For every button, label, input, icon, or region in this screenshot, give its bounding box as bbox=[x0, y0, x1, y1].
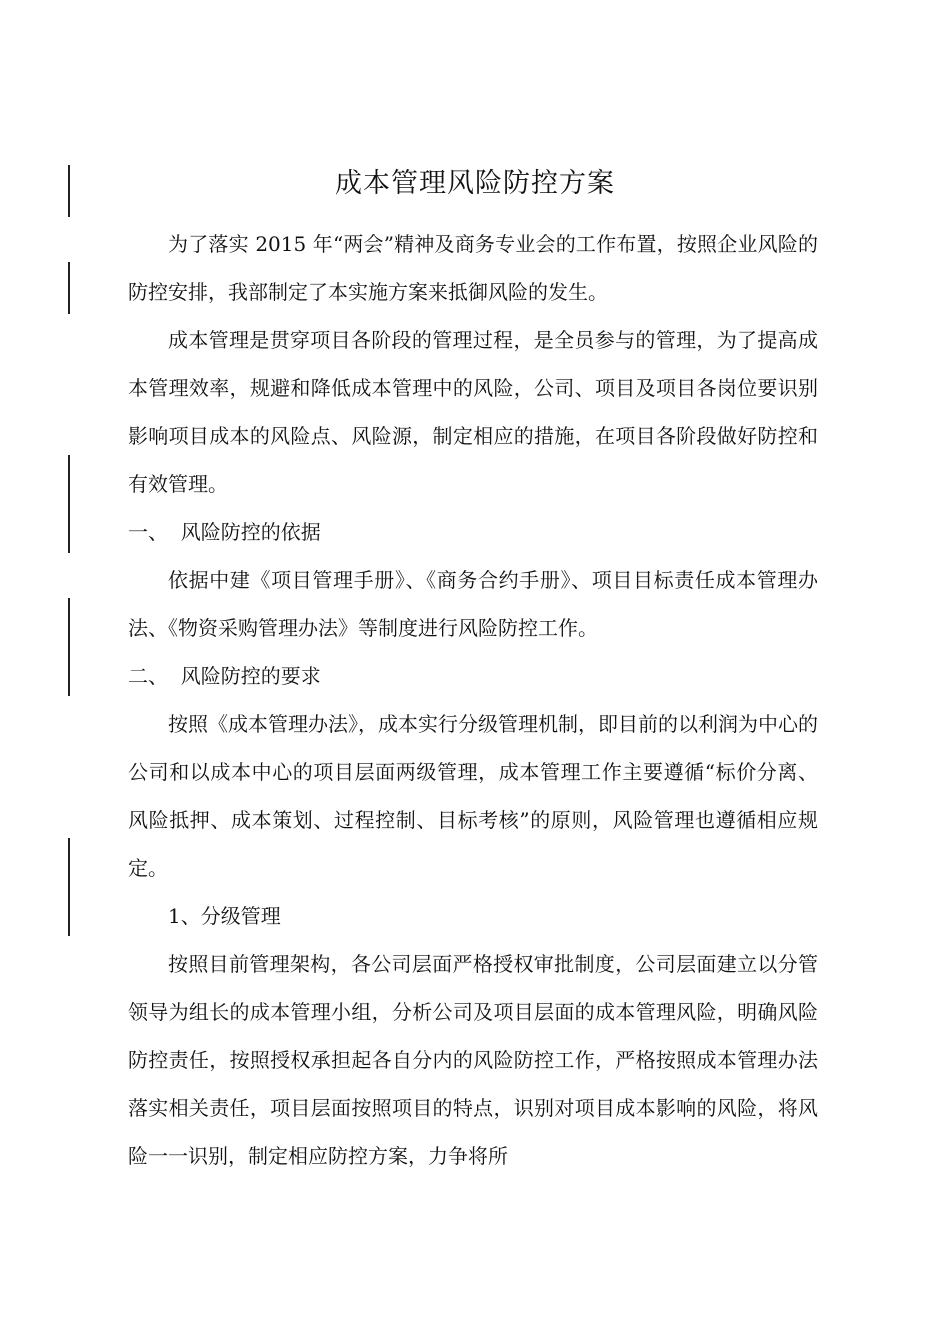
margin-mark bbox=[68, 838, 70, 936]
section-requirements-paragraph: 按照《成本管理办法》，成本实行分级管理机制，即目前的以利润为中心的公司和以成本中心的项目层面两级管理，成本管理工作主要遵循“标价分离、风险抵押、成本策划、过程控制、目标考核”的原则，风险管理也遵循相应规定。 bbox=[128, 712, 818, 880]
overview-paragraph: 成本管理是贯穿项目各阶段的管理过程，是全员参与的管理，为了提高成本管理效率，规避和降低成本管理中的风险，公司、项目及项目各岗位要识别影响项目成本的风险点、风险源，制定相应的措施，在项目各阶段做好防控和有效管理。 bbox=[128, 328, 818, 496]
document-body bbox=[128, 220, 818, 1180]
section-basis-paragraph: 依据中建《项目管理手册》、《商务合约手册》、项目目标责任成本管理办法、《物资采购管理办法》等制度进行风险防控工作。 bbox=[128, 568, 818, 640]
section-heading-basis: 一、 风险防控的依据 bbox=[128, 520, 321, 544]
section-heading-requirements: 二、 风险防控的要求 bbox=[128, 664, 321, 688]
margin-mark bbox=[68, 262, 70, 314]
subsection-tiered-paragraph: 按照目前管理架构，各公司层面严格授权审批制度，公司层面建立以分管领导为组长的成本管理小组，分析公司及项目层面的成本管理风险，明确风险防控责任，按照授权承担起各自分内的风险防控工作，严格按照成本管理办法落实相关责任，项目层面按照项目的特点，识别对项目成本影响的风险，将风险一一识别，制定相应防控方案，力争将所 bbox=[128, 952, 818, 1168]
intro-paragraph: 为了落实 2015 年“两会”精神及商务专业会的工作布置，按照企业风险的防控安排，我部制定了本实施方案来抵御风险的发生。 bbox=[128, 232, 818, 304]
margin-mark bbox=[68, 455, 70, 553]
margin-mark bbox=[68, 598, 70, 696]
subsection-heading-tiered: 1、分级管理 bbox=[168, 904, 281, 928]
document-title: 成本管理风险防控方案 bbox=[335, 168, 615, 199]
